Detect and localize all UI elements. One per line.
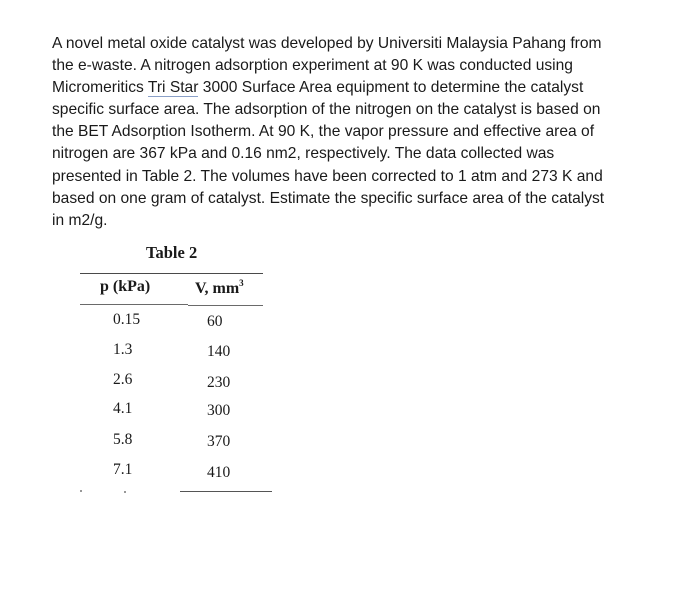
problem-line: based on one gram of catalyst. Estimate the specific surface area of the catalyst (52, 189, 605, 207)
header-rule-left (80, 304, 188, 305)
table-cell-volume: 60 (207, 313, 223, 330)
problem-line (52, 77, 662, 99)
table-title: Table 2 (146, 243, 198, 262)
table-bottom-rule (180, 491, 272, 492)
table-cell-pressure: 0.15 (113, 311, 141, 328)
table-cell-pressure: 2.6 (113, 371, 133, 388)
column-header-volume (195, 278, 244, 298)
stray-mark (80, 490, 82, 492)
table-cell-volume: 410 (207, 464, 231, 481)
table-cell-volume: 230 (207, 374, 231, 391)
column-header-volume-superscript: 3 (239, 278, 244, 288)
problem-line: presented in Table 2. The volumes have been corrected to 1 atm and 273 K and (52, 167, 603, 185)
problem-statement (52, 33, 662, 232)
table-cell-volume: 370 (207, 433, 231, 450)
header-rule-right (188, 305, 263, 306)
problem-line: specific surface area. The adsorption of the nitrogen on the catalyst is based on (52, 101, 601, 119)
problem-line: the e-waste. A nitrogen adsorption experiment at 90 K was conducted using (52, 57, 573, 75)
problem-line: in m2/g. (52, 211, 108, 229)
problem-line: the BET Adsorption Isotherm. At 90 K, the vapor pressure and effective area of (52, 123, 595, 141)
table-cell-volume: 140 (207, 343, 231, 360)
problem-line: nitrogen are 367 kPa and 0.16 nm2, respectively. The data collected was (52, 145, 555, 163)
problem-line: A novel metal oxide catalyst was developed by Universiti Malaysia Pahang from (52, 35, 602, 52)
table-top-rule (80, 273, 263, 274)
table-cell-pressure: 5.8 (113, 431, 133, 448)
problem-line-segment: 3000 Surface Area equipment to determine the catalyst (198, 79, 584, 97)
problem-line-segment: Micromeritics (52, 79, 148, 97)
column-header-pressure: p (kPa) (100, 278, 151, 295)
equipment-name-underlined: Tri Star (147, 79, 199, 97)
column-header-volume-text: V, mm (195, 280, 240, 297)
table-cell-volume: 300 (207, 402, 231, 419)
table-cell-pressure: 1.3 (113, 341, 133, 358)
stray-mark (124, 491, 126, 493)
table-cell-pressure: 4.1 (113, 400, 133, 417)
table-cell-pressure: 7.1 (113, 461, 133, 478)
